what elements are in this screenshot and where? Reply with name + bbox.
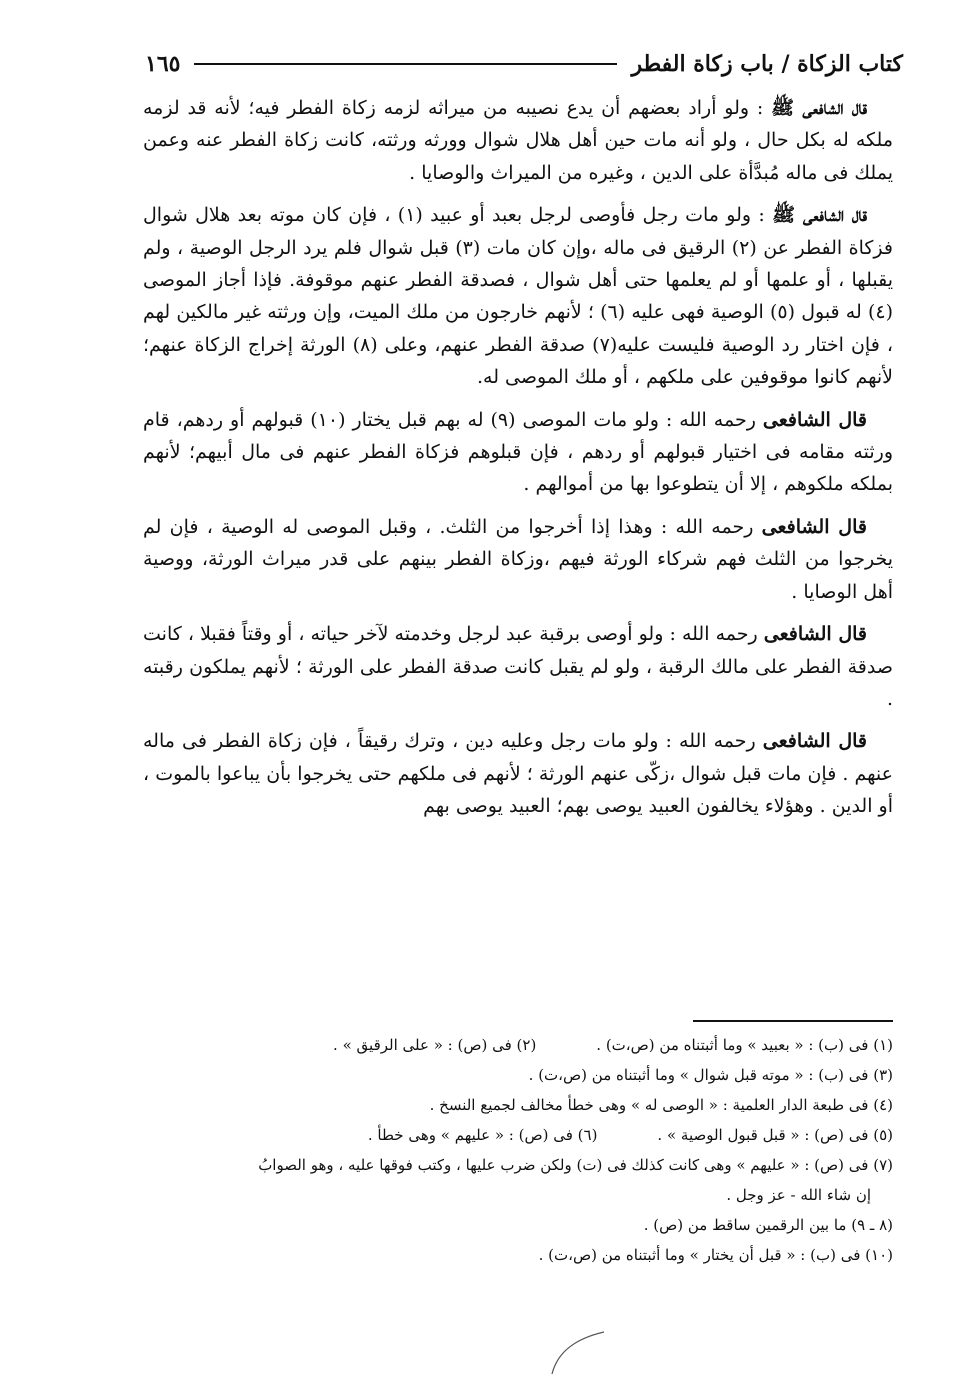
page-header: [145, 44, 903, 84]
running-title: كتاب الزكاة / باب زكاة الفطر: [631, 51, 903, 77]
footnote-row: [145, 1030, 893, 1060]
header-rule: [194, 63, 617, 65]
footnote-separator: [693, 1020, 893, 1022]
footnote: (١) فى (ب) : « بعبيد » وما أثبتناه من (ص،ت) .: [596, 1036, 893, 1054]
footnote: (٤) فى طبعة الدار العلمية : « الوصى له » وهى خطأ مخالف لجميع النسخ .: [429, 1096, 893, 1114]
paragraph-text: رحمه الله : ولو مات رجل وعليه دين ، وترك رقيقاً ، فإن زكاة الفطر فى ماله عنهم . فإن مات قبل شوال ،زكّى عنهم الورثة ؛ لأنهم فى ملكهم حتى يخرجوا بأن يباعوا بالموت ، أو الدين . وهؤلاء يخالفون العبيد يوصى بهم؛ العبيد يوصى بهم: [143, 730, 893, 818]
speaker-label: قال الشافعى: [763, 623, 867, 646]
main-text: [143, 92, 893, 833]
footnote: (١٠) فى (ب) : « قبل أن يختار » وما أثبتناه من (ص،ت) .: [538, 1246, 893, 1264]
paragraph-text: : ولو أراد بعضهم أن يدع نصيبه من ميراثه لزمه زكاة الفطر فيه؛ لأنه قد لزمه ملكه له بكل حال ، ولو أنه مات حين أهل هلال شوال وورثه ورثته، كانت زكاة الفطر عنه وعمن يملك فى ماله مُبدَّأة على الدين ، وغيره من الميراث والوصايا .: [143, 97, 893, 184]
speaker-label: قال الشافعى: [761, 515, 867, 538]
speaker-label: قال الشافعى: [762, 730, 867, 753]
footnote-continuation: إن شاء الله - عز وجل .: [726, 1186, 871, 1204]
paragraph: [143, 618, 893, 715]
paragraph-text: رحمه الله : ولو مات الموصى (٩) له بهم قبل يختار (١٠) قبولهم أو ردهم، قام ورثته مقامه فى اختيار قبولهم أو ردهم ، فإن قبلوهم فزكاة الفطر عنهم فى مال أبيهم؛ لأنهم بملكه ملكوهم ، إلا أن يتطوعوا بها من أموالهم .: [143, 408, 893, 496]
footnote: (٢) فى (ص) : « على الرقيق » .: [333, 1036, 537, 1054]
paragraph: [143, 92, 893, 189]
paragraph: [143, 199, 893, 393]
footnote: (٣) فى (ب) : « موته قبل شوال » وما أثبتناه من (ص،ت) .: [528, 1066, 893, 1084]
speaker-label: قال الشافعى: [762, 408, 867, 431]
paragraph-text: رحمه الله : وهذا إذا أخرجوا من الثلث. ، وقبل الموصى له الوصية ، فإن لم يخرجوا من الثلث فهم شركاء الورثة فيهم ،وزكاة الفطر بينهم على قدر ميراث الورثة، ووصية أهل الوصايا .: [143, 515, 893, 603]
speaker-label: قال الشافعى ﷺ: [771, 97, 867, 119]
paragraph-text: : ولو مات رجل فأوصى لرجل بعبد أو عبيد (١) ، فإن كان موته بعد هلال شوال فزكاة الفطر عن (٢) الرقيق فى ماله ،وإن كان مات (٣) قبل شوال فلم يرد الرجل الوصية ، ولم يقبلها ، أو علمها أو لم يعلمها حتى أهل شوال ، فصدقة الفطر عنهم موقوفة. فإذا أجاز الموصى (٤) له قبول (٥) الوصية فهى عليه (٦) ؛ لأنهم خارجون من ملك الميت، وإن ورثته غير مالكين لهم ، فإن اختار رد الوصية فليست عليه(٧) صدقة الفطر عنهم، وعلى (٨) الورثة إخراج الزكاة عنهم؛ لأنهم كانوا موقوفين على ملكهم ، أو ملك الموصى له.: [143, 204, 894, 389]
speaker-label: قال الشافعى ﷺ: [772, 204, 868, 227]
footnote: (٦) فى (ص) : « عليهم » وهى خطأ .: [367, 1126, 598, 1144]
page-number: ١٦٥: [145, 51, 181, 77]
paragraph: [143, 725, 893, 822]
footnote: (٧) فى (ص) : « عليهم » وهى كانت كذلك فى (ت) ولكن ضرب عليها ، وكتب فوقها عليه ، وهو الصوابُ: [258, 1156, 893, 1174]
footnote: (٨ ـ ٩) ما بين الرقمين ساقط من (ص) .: [643, 1216, 893, 1234]
footnote: (٥) فى (ص) : « قبل قبول الوصية » .: [657, 1126, 893, 1144]
paragraph-text: رحمه الله : ولو أوصى برقبة عبد لرجل وخدمته لآخر حياته ، أو وقتاً فقبلا ، كانت صدقة الفطر على مالك الرقبة ، ولو لم يقبل كانت صدقة الفطر على الورثة ؛ لأنهم يملكون رقبته .: [143, 623, 893, 710]
pencil-mark: [548, 1328, 608, 1378]
footnotes: [145, 1030, 893, 1270]
paragraph: [143, 404, 893, 501]
footnote-row: [145, 1120, 893, 1150]
paragraph: [143, 511, 893, 608]
